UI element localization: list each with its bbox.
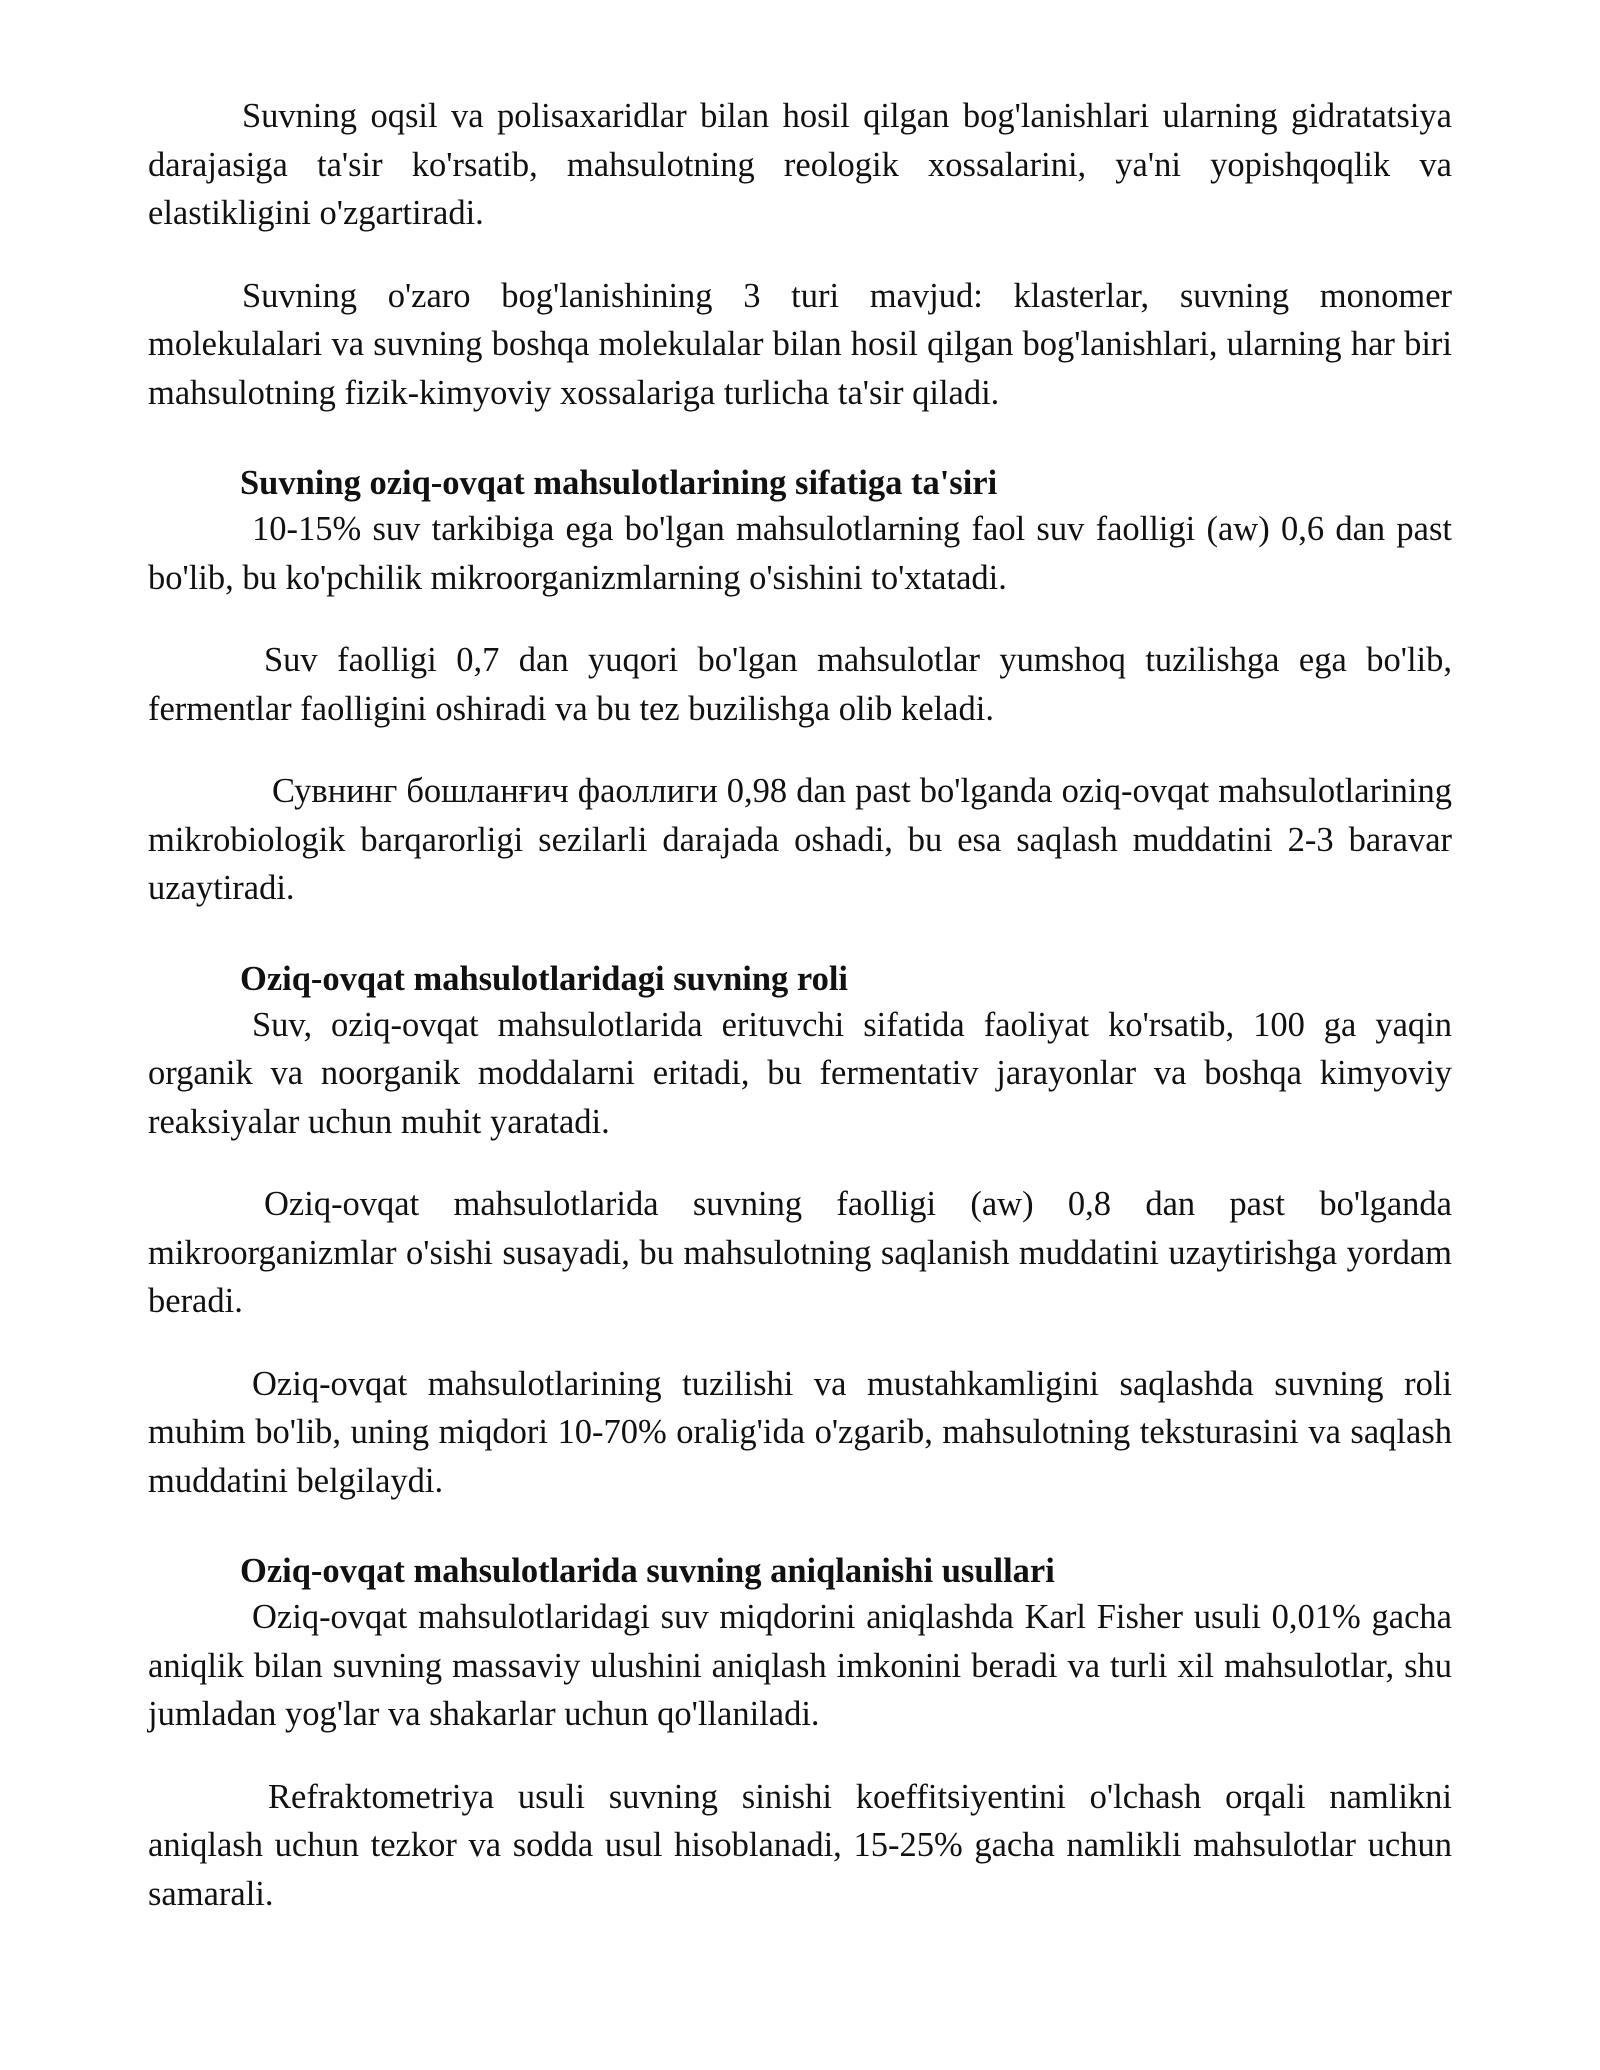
section-heading: Suvning oziq-ovqat mahsulotlarining sifatiga ta'siri (240, 464, 998, 502)
paragraph: Suv, oziq-ovqat mahsulotlarida erituvchi sifatida faoliyat ko'rsatib, 100 ga yaqin organik va noorganik moddalarni eritadi, bu fermentativ jarayonlar va boshqa kimyoviy reaksiyalar uchun muhit yaratadi. (148, 1005, 1452, 1141)
paragraph: Suv faolligi 0,7 dan yuqori bo'lgan mahsulotlar yumshoq tuzilishga ega bo'lib, fermentlar faolligini oshiradi va bu tez buzilishga olib keladi. (148, 641, 1452, 728)
document-page (148, 92, 1452, 1918)
section-heading: Oziq-ovqat mahsulotlaridagi suvning roli (240, 959, 849, 998)
paragraph: Suvning oqsil va polisaxaridlar bilan hosil qilgan bog'lanishlari ularning gidratatsiya darajasiga ta'sir ko'rsatib, mahsulotning reologik xossalarini, ya'ni yopishqoqlik va elastikligini o'zgartiradi. (148, 97, 1452, 232)
section-heading: Oziq-ovqat mahsulotlarida suvning aniqlanishi usullari (240, 1552, 1055, 1590)
paragraph: Oziq-ovqat mahsulotlarida suvning faolligi (aw) 0,8 dan past bo'lganda mikroorganizmlar o'sishi susayadi, bu mahsulotning saqlanish muddatini uzaytirishga yordam beradi. (148, 1185, 1452, 1320)
paragraph: Oziq-ovqat mahsulotlarining tuzilishi va mustahkamligini saqlashda suvning roli muhim bo'lib, uning miqdori 10-70% oralig'ida o'zgarib, mahsulotning teksturasini va saqlash muddatini belgilaydi. (148, 1364, 1452, 1500)
paragraph: Suvning o'zaro bog'lanishining 3 turi mavjud: klasterlar, suvning monomer molekulalari va suvning boshqa molekulalar bilan hosil qilgan bog'lanishlari, ularning har biri mahsulotning fizik-kimyoviy xossalariga turlicha ta'sir qiladi. (148, 276, 1452, 412)
paragraph: Oziq-ovqat mahsulotlaridagi suv miqdorini aniqlashda Karl Fisher usuli 0,01% gacha aniqlik bilan suvning massaviy ulushini aniqlash imkonini beradi va turli xil mahsulotlar, shu jumladan yog'lar va shakarlar uchun qo'llaniladi. (148, 1598, 1452, 1733)
paragraph: Refraktometriya usuli suvning sinishi koeffitsiyentini o'lchash orqali namlikni aniqlash uchun tezkor va sodda usul hisoblanadi, 15-25% gacha namlikli mahsulotlar uchun samarali. (148, 1777, 1452, 1913)
paragraph: 10-15% suv tarkibiga ega bo'lgan mahsulotlarning faol suv faolligi (aw) 0,6 dan past bo'lib, bu ko'pchilik mikroorganizmlarning o'sishini to'xtatadi. (148, 510, 1452, 597)
paragraph: Сувнинг бошланғич фаоллиги 0,98 dan past bo'lganda oziq-ovqat mahsulotlarining mikrobiologik barqarorligi sezilarli darajada oshadi, bu esa saqlash muddatini 2-3 baravar uzaytiradi. (148, 772, 1452, 907)
